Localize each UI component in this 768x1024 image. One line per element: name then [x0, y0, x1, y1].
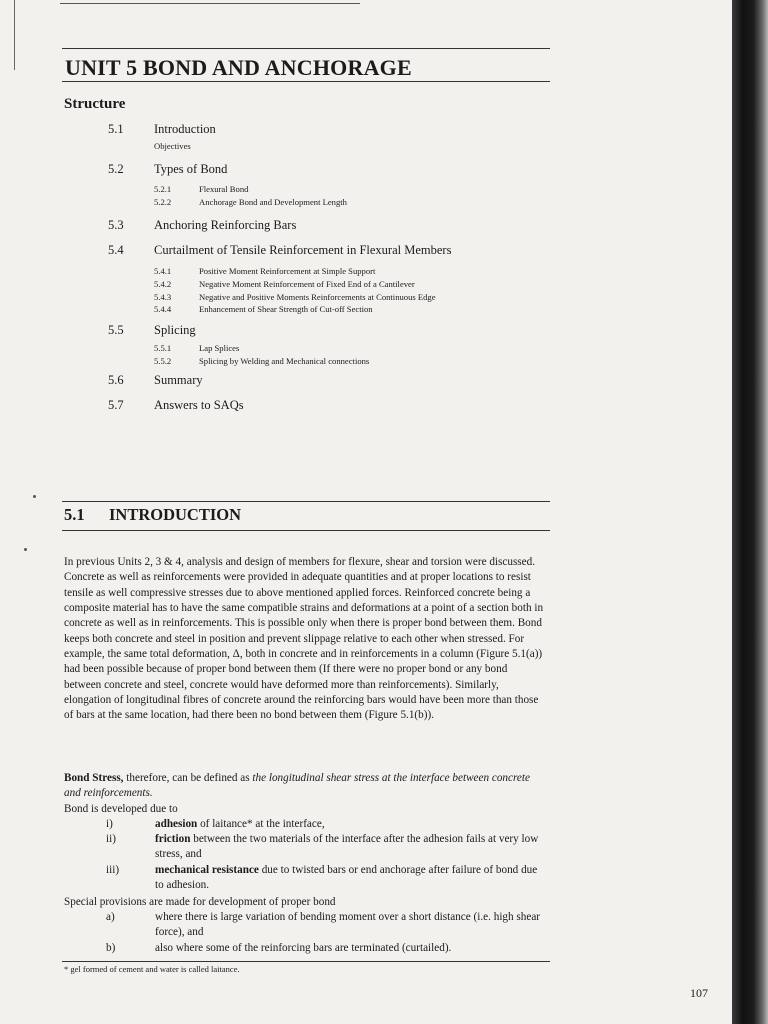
toc-subentry-number: 5.4.2	[154, 278, 172, 289]
toc-subentry-number: 5.2.2	[154, 196, 172, 207]
toc-entry-number: 5.6	[108, 373, 124, 387]
toc-entry-number: 5.2	[108, 162, 124, 176]
toc-entry-label: Splicing	[154, 323, 196, 337]
provision-text: also where some of the reinforcing bars are terminated (curtailed).	[155, 942, 452, 954]
section-rule-top	[62, 501, 550, 502]
toc-subentry-number: 5.4.1	[154, 266, 172, 276]
top-rule	[60, 3, 360, 4]
section-number: 5.1	[64, 505, 85, 524]
bond-developed-line: Bond is developed due to	[64, 803, 178, 815]
toc-entry-number: 5.4	[108, 243, 124, 257]
toc-subentry-label: Anchorage Bond and Development Length	[199, 196, 347, 207]
title-rule-top	[62, 48, 550, 49]
footnote: * gel formed of cement and water is called laitance.	[64, 964, 240, 974]
toc-entry-label: Curtailment of Tensile Reinforcement in Flexural Members	[154, 243, 452, 257]
scan-speck	[24, 548, 27, 551]
intro-paragraph: In previous Units 2, 3 & 4, analysis and design of members for flexure, shear and torsion were discussed. Concrete as well as reinforcements were provided in adequate quantities and at proper locations to resist tensile as well compressive stresses due to above mentioned applied forces. Reinforced concrete being a composite material has to have the same compatible strains and deformations at a point of a section both in concrete as well as in reinforcements. This is possible only when there is proper bond between them. Bond keeps both concrete and steel in position and prevent slippage relative to each other when stressed. For example, the same total deformation, Δ, both in concrete and in reinforcements in a column (Figure 5.1(a)) had been possible because of proper bond between them (If there were no proper bond or any bond between concrete and steel, concrete would have deformed more than reinforcements). Similarly, elongation of longitudinal fibres of concrete around the reinforcing bars would have been more than those of bars at the same location, had there been no bond between them (Figure 5.1(b)).	[64, 556, 544, 722]
title-rule-bottom	[62, 81, 550, 82]
toc-entry-number: 5.5	[108, 323, 124, 337]
bond-reason-text	[155, 832, 545, 863]
list-marker: b)	[106, 942, 116, 954]
scan-edge	[732, 0, 768, 1024]
bond-reason-term: adhesion	[155, 818, 198, 830]
toc-entry-label: Anchoring Reinforcing Bars	[154, 218, 297, 232]
toc-subentry-number: 5.4.4	[154, 304, 172, 315]
bond-reason-description: due to twisted bars or end anchorage after failure of bond due to adhesion.	[155, 864, 538, 892]
section-rule-bottom	[62, 530, 550, 531]
toc-entry-number: 5.1	[108, 122, 124, 136]
toc-entry-label: Summary	[154, 373, 203, 387]
section-name: INTRODUCTION	[109, 505, 242, 524]
list-marker: ii)	[106, 833, 116, 845]
margin-mark	[14, 0, 15, 70]
section-title	[64, 505, 241, 525]
toc-subentry-label: Flexural Bond	[199, 184, 249, 194]
bond-reason-term: mechanical resistance	[155, 864, 259, 876]
list-marker: a)	[106, 911, 115, 923]
toc-entry-number: 5.7	[108, 398, 124, 412]
bond-reason-term: friction	[155, 833, 191, 845]
toc-subentry-label: Positive Moment Reinforcement at Simple Support	[199, 266, 376, 276]
scan-speck	[33, 495, 36, 498]
toc-subentry-label: Enhancement of Shear Strength of Cut-off Section	[199, 304, 373, 315]
bond-reason-text	[155, 863, 545, 894]
bond-reason-description: of laitance* at the interface,	[197, 818, 325, 830]
bond-reason-description: between the two materials of the interface after the adhesion fails at very low stress, and	[155, 833, 539, 861]
provision-text: where there is large variation of bending moment over a short distance (i.e. high shear force), and	[155, 911, 541, 939]
structure-heading: Structure	[64, 96, 126, 112]
bond-stress-definition	[64, 771, 544, 802]
unit-number: UNIT 5	[65, 55, 138, 80]
toc-subentry-label: Lap Splices	[199, 343, 240, 353]
toc-entry-label: Answers to SAQs	[154, 398, 244, 412]
special-provisions-line: Special provisions are made for development of proper bond	[64, 896, 336, 908]
list-marker: i)	[106, 818, 113, 830]
footnote-rule	[62, 961, 550, 962]
toc-subentry-label: Negative and Positive Moments Reinforcements at Continuous Edge	[199, 291, 436, 302]
bond-reason-text	[155, 817, 545, 832]
unit-title	[65, 55, 412, 81]
toc-entry-label: Types of Bond	[154, 162, 228, 176]
definition-connector: therefore, can be defined as	[123, 772, 253, 784]
toc-subentry-label: Splicing by Welding and Mechanical connections	[199, 355, 370, 366]
toc-subentry-number: 5.5.1	[154, 343, 172, 353]
toc-subentry-label: Negative Moment Reinforcement of Fixed End of a Cantilever	[199, 278, 415, 289]
toc-subentry-number: 5.5.2	[154, 355, 172, 366]
list-marker: iii)	[106, 864, 120, 876]
definition-term: Bond Stress,	[64, 772, 124, 784]
toc-entry-label: Introduction	[154, 122, 216, 136]
definition-text: the longitudinal shear stress at the interface between concrete and reinforcements.	[64, 772, 530, 800]
page-number: 107	[690, 986, 708, 1000]
toc-subentry-number: 5.4.3	[154, 291, 172, 302]
toc-objectives: Objectives	[154, 141, 191, 151]
toc-entry-number: 5.3	[108, 218, 124, 232]
toc-subentry-number: 5.2.1	[154, 184, 172, 194]
unit-name: BOND AND ANCHORAGE	[143, 55, 412, 80]
